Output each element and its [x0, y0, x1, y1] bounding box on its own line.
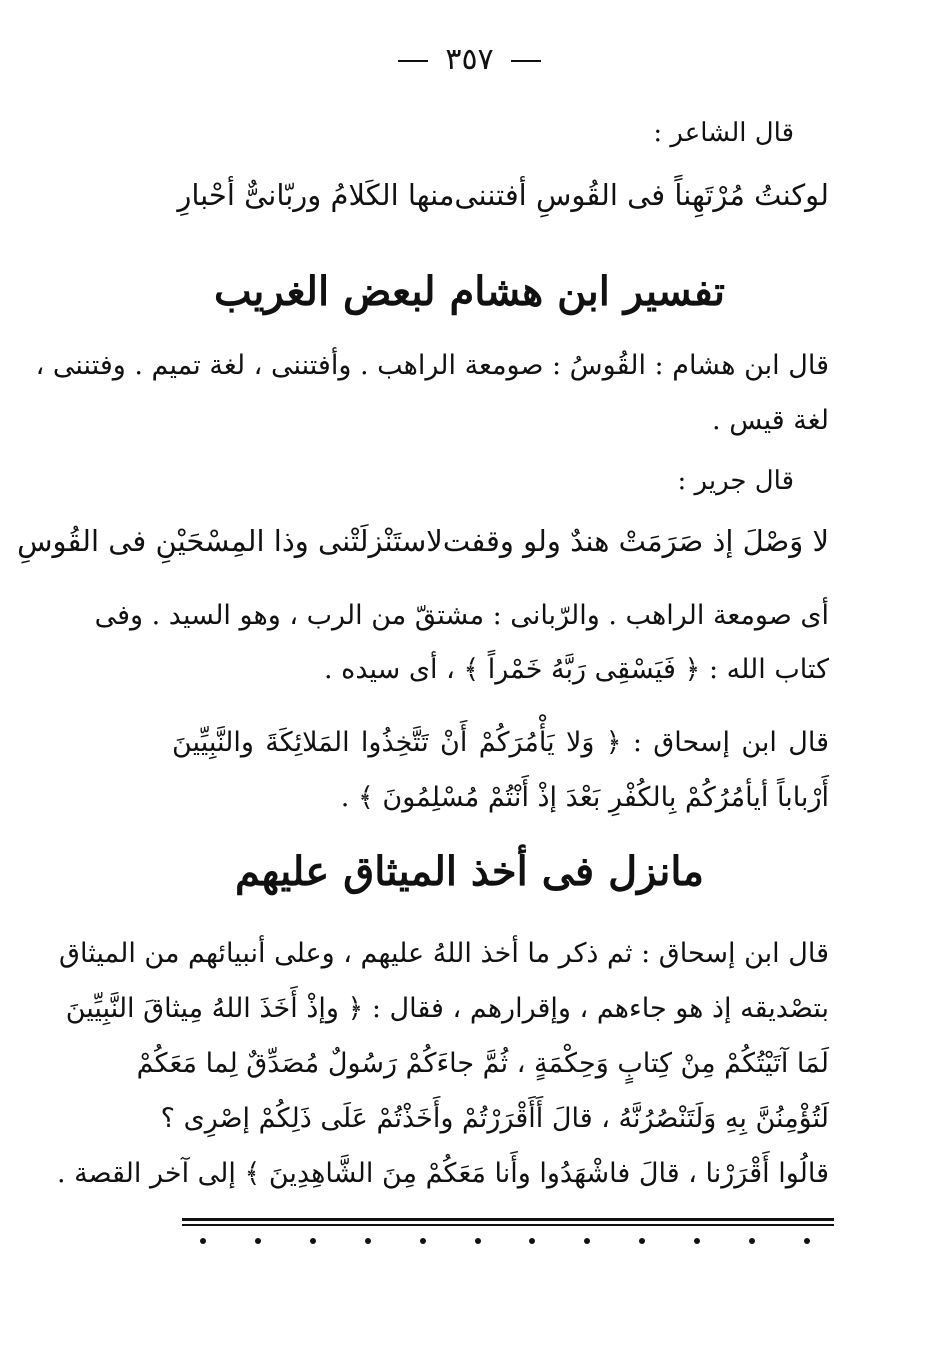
dot-icon	[200, 1238, 206, 1244]
para4-line-3: لَمَا آتَيْتُكُمْ مِنْ كِتابٍ وَحِكْمَةٍ ، ثُمَّ جاءَكُمْ رَسُولٌ مُصَدِّقٌ لِما مَعَكُمْ	[136, 1048, 829, 1079]
dot-icon	[420, 1238, 426, 1244]
verse-1-second-hemistich: منها الكَلامُ وربّانىٌّ أحْبارِ	[177, 178, 455, 212]
para3-line-1: قال ابن إسحاق : ﴿ وَلا يَأْمُرَكُمْ أَنْ تَتَّخِذُوا المَلائِكَةَ والنَّبِيِّينَ	[172, 727, 829, 758]
dot-icon	[475, 1238, 481, 1244]
para4-line-4: لَتُؤْمِنُنَّ بِهِ وَلَتَنْصُرُنَّهُ ، قالَ أَأَقْرَرْتُمْ وأَخَذْتُمْ عَلَى ذَلِكُمْ إصْرِى ؟	[160, 1103, 829, 1134]
para1-line-1: قال ابن هشام : القُوسُ : صومعة الراهب . وأفتننى ، لغة تميم . وفتننى ،	[35, 350, 829, 381]
para1-line-2: لغة قيس .	[712, 405, 829, 436]
dash-right	[511, 60, 541, 62]
para2-line-1: أى صومعة الراهب . والرّبانى : مشتقّ من الرب ، وهو السيد . وفى	[94, 600, 829, 631]
verse-1-first-hemistich: لوكنتُ مُرْتَهِناً فى القُوسِ أفتننى	[454, 178, 829, 212]
dot-icon	[529, 1238, 535, 1244]
dot-icon	[639, 1238, 645, 1244]
page-number-text: ٣٥٧	[445, 42, 494, 77]
poet-label: قال الشاعر :	[653, 118, 794, 148]
dot-icon	[310, 1238, 316, 1244]
dot-icon	[255, 1238, 261, 1244]
para3-line-2: أَرْباباً أيأمُرُكُمْ بِالكُفْرِ بَعْدَ إذْ أَنْتُمْ مُسْلِمُونَ ﴾ .	[340, 782, 829, 813]
dot-icon	[584, 1238, 590, 1244]
footer-rule-thick	[182, 1218, 834, 1221]
verse-2	[17, 524, 829, 558]
dot-icon	[365, 1238, 371, 1244]
para4-line-1: قال ابن إسحاق : ثم ذكر ما أخذ اللهُ عليهم ، وعلى أنبيائهم من الميثاق	[59, 938, 829, 969]
footer-rule-thin	[182, 1224, 834, 1226]
dash-left	[398, 60, 428, 62]
heading-covenant: مانزل فى أخذ الميثاق عليهم	[235, 848, 704, 895]
para4-line-2: بتصْديقه إذ هو جاءهم ، وإقرارهم ، فقال : ﴿ وإذْ أَخَذَ اللهُ مِيثاقَ النَّبِيِّينَ	[65, 993, 829, 1024]
dot-icon	[749, 1238, 755, 1244]
para2-line-2: كتاب الله : ﴿ فَيَسْقِى رَبَّهُ خَمْراً ﴾ ، أى سيده .	[324, 654, 829, 685]
page-number	[0, 42, 939, 77]
verse-2-first-hemistich: لا وَصْلَ إذ صَرَمَتْ هندٌ ولو وقفت	[442, 524, 829, 558]
footer-dots	[200, 1238, 810, 1258]
verse-1	[177, 178, 829, 212]
dot-icon	[694, 1238, 700, 1244]
verse-2-second-hemistich: لاستَنْزلَتْنى وذا المِسْحَيْنِ فى القُوسِ	[17, 524, 443, 558]
heading-ibn-hisham-gloss: تفسير ابن هشام لبعض الغريب	[214, 268, 725, 315]
dot-icon	[804, 1238, 810, 1244]
para4-line-5: قالُوا أَقْرَرْنا ، قالَ فاشْهَدُوا وأَنا مَعَكُمْ مِنَ الشَّاهِدِينَ ﴾ إلى آخر القصة .	[56, 1158, 829, 1189]
jarir-label: قال جرير :	[677, 466, 794, 496]
